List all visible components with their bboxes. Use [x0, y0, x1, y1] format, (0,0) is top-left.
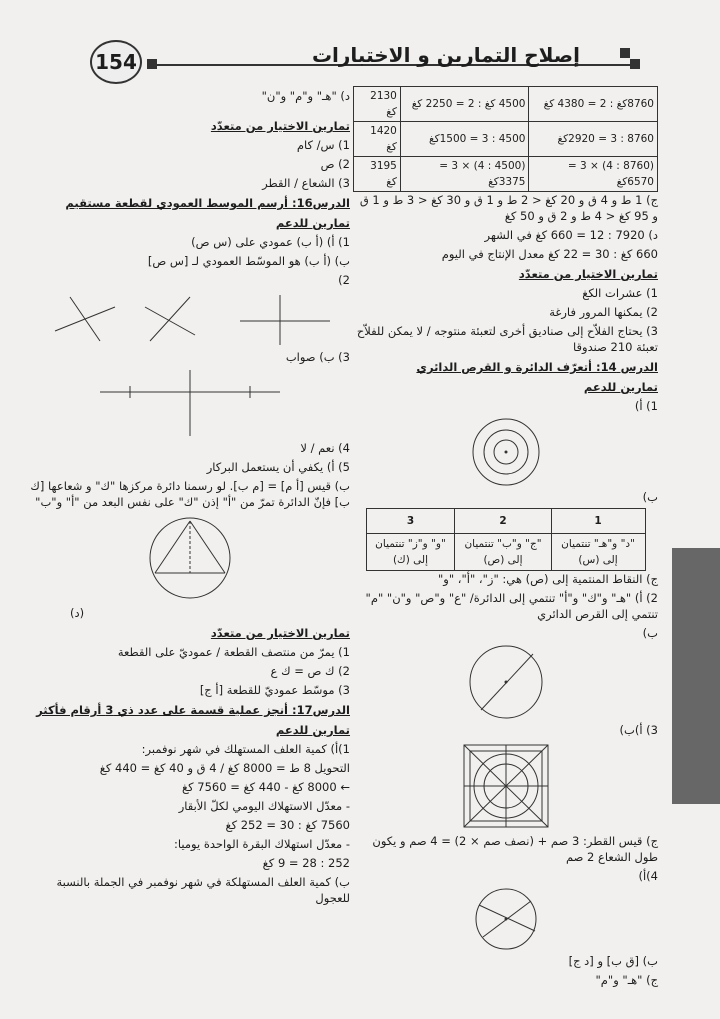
figure-label: (د) — [70, 606, 85, 620]
header-square-right — [630, 59, 640, 69]
answer-line: 3) الشعاع / القطر — [262, 176, 350, 190]
table-header: 1 — [551, 509, 645, 534]
lesson-title: الدرس17: أنجز عملية قسمة على عدد ذي 3 أرقام فأكثر — [36, 703, 350, 717]
circle-chords-figure — [451, 887, 561, 951]
answer-line: ب) — [642, 626, 658, 640]
table-cell: 8760 : 3 = 2920كغ — [529, 122, 658, 157]
answer-line: ج) قيس القطر: 3 صم + (نصف صم × 2) = 4 صم و يكون طول الشعاع 2 صم — [372, 834, 658, 864]
header-square-left — [147, 59, 157, 69]
answer-line: 252 : 28 = 9 كغ — [262, 856, 350, 870]
answer-line: 3) يحتاج الفلاّح إلى صناديق أخرى لتعبئة منتوجه / لا يمكن للفلاّح تعبئة 210 صندوقا — [356, 324, 658, 354]
section-heading: تمارين للدعم — [583, 380, 658, 394]
answer-line: 2) ك ص = ك ع — [270, 664, 350, 678]
table-cell: 8760كغ : 2 = 4380 كغ — [529, 87, 658, 122]
answer-line: ← 8000 كغ - 440 كغ = 7560 كغ — [182, 780, 350, 794]
section-heading: تمارين الاختيار من متعدّد — [210, 119, 350, 133]
perpendicular-bisector-figures — [40, 291, 340, 347]
left-column — [30, 88, 350, 909]
answer-line: ب) — [642, 490, 658, 504]
answer-line: ج) 1 ط و 4 ق و 20 كغ < 2 ط و 1 ق و 30 كغ < 3 ط و 1 ق و 95 كغ < 4 ط و 2 ق و 50 كغ — [359, 193, 658, 223]
answer-line: 1) س/ كام — [296, 138, 350, 152]
table-cell: (4500 : 4) × 3 = 3375كغ — [400, 157, 529, 192]
table-cell: "و" و"ز" تنتميان إلى (ك) — [366, 534, 455, 571]
answer-line: 1) أ) — [634, 399, 658, 413]
answer-line: 2) يمكنها المرور فارغة — [549, 305, 658, 319]
answer-line: 3) ب) صواب — [285, 350, 350, 364]
answer-line: 1)أ) كمية العلف المستهلك في شهر نوفمبر: — [141, 742, 350, 756]
segment-bisector-figure — [90, 368, 290, 438]
answer-line: 7560 كغ : 30 = 252 كغ — [225, 818, 350, 832]
answer-line: 4) نعم / لا — [300, 441, 350, 455]
answer-line: 2) أ) "هـ" و"ك" و"أ" تنتمي إلى الدائرة/ "ع" و"ص" و"ن" "م" تنتمي إلى القرص الدائري — [365, 591, 658, 621]
table-cell: "ج" و"ب" تنتميان إلى (ص) — [455, 534, 551, 571]
table-cell: "د" و"هـ" تنتميان إلى (س) — [551, 534, 645, 571]
lesson-title: الدرس16: أرسم الموسط العمودي لقطعة مستقيم — [65, 196, 350, 210]
table-cell: 2130 كغ — [354, 87, 401, 122]
answer-line: 5) أ) يكفي أن يستعمل البركار — [206, 460, 350, 474]
answer-line: د) "هـ" و"م" و"ن" — [261, 89, 350, 103]
section-heading: تمارين الاختيار من متعدّد — [518, 267, 658, 281]
table-cell: 4500 : 3 = 1500كغ — [400, 122, 529, 157]
answer-line: ب) قيس [أ م] = [م ب]. لو رسمنا دائرة مركزها "ك" و شعاعها [ك ب] فإنّ الدائرة تمرّ من "أ" إذن "ك" على نفس البعد من "أ" و"ب" — [30, 479, 350, 509]
answer-line: 1) أ) (أ ب) عمودي على (س ص) — [191, 235, 350, 249]
answer-line: ج) النقاط المنتمية إلى (ص) هي: "ز"، "أ"، "و" — [438, 572, 658, 586]
page-header — [90, 40, 710, 90]
side-tab — [672, 548, 720, 804]
concentric-circles-figure — [446, 417, 566, 487]
answer-line: 4)أ) — [638, 869, 658, 883]
answer-line: 1) يمرّ من منتصف القطعة / عموديّ على القطعة — [117, 645, 350, 659]
membership-table — [366, 508, 646, 571]
section-heading: تمارين الاختيار من متعدّد — [210, 626, 350, 640]
circle-diameter-figure — [451, 644, 561, 720]
table-header: 3 — [366, 509, 455, 534]
answer-line: 1) عشرات الكغ — [582, 286, 658, 300]
answer-line: - معدّل الاستهلاك اليومي لكلّ الأبقار — [178, 799, 350, 813]
page-number: 154 — [90, 40, 142, 84]
answer-line: التحويل 8 ط = 8000 كغ / 4 ق و 40 كغ = 440 كغ — [99, 761, 350, 775]
table-cell: (8760 : 4) × 3 = 6570كغ — [529, 157, 658, 192]
section-heading: تمارين للدعم — [275, 723, 350, 737]
answer-line: 2) — [338, 273, 350, 287]
answer-line: 2) ص — [320, 157, 350, 171]
answer-line: 3) أ)ب) — [619, 723, 658, 737]
answer-line: 660 كغ : 30 = 22 كغ معدل الإنتاج في اليوم — [441, 247, 658, 261]
answer-line: ب) كمية العلف المستهلكة في شهر نوفمبر في الجملة بالنسبة للعجول — [56, 875, 350, 905]
section-heading: تمارين للدعم — [275, 216, 350, 230]
answer-line: ب) [ق ب] و [د ج] — [568, 954, 658, 968]
header-title: إصلاح التمارين و الاختبارات — [311, 43, 580, 67]
table-cell: 1420 كغ — [354, 122, 401, 157]
answer-line: ب) (أ ب) هو الموسّط العمودي لـ [س ص] — [147, 254, 350, 268]
answer-line: - معدّل استهلاك البقرة الواحدة يوميا: — [174, 837, 350, 851]
answer-line: ج) "هـ" و"م" — [595, 973, 658, 987]
answer-line: د) 7920 : 12 = 660 كغ في الشهر — [484, 228, 658, 242]
table-cell: 4500 كغ : 2 = 2250 كغ — [400, 87, 529, 122]
circle-isoceles-figure — [135, 513, 245, 603]
distribution-table — [353, 86, 658, 192]
lesson-title: الدرس 14: أتعرّف الدائرة و القرص الدائري — [416, 360, 658, 374]
square-circle-figure — [456, 741, 556, 831]
right-column — [353, 86, 658, 991]
table-cell: 3195 كغ — [354, 157, 401, 192]
header-square-deco — [620, 48, 630, 58]
answer-line: 3) موسّط عموديّ للقطعة [أ ج] — [199, 683, 350, 697]
table-header: 2 — [455, 509, 551, 534]
